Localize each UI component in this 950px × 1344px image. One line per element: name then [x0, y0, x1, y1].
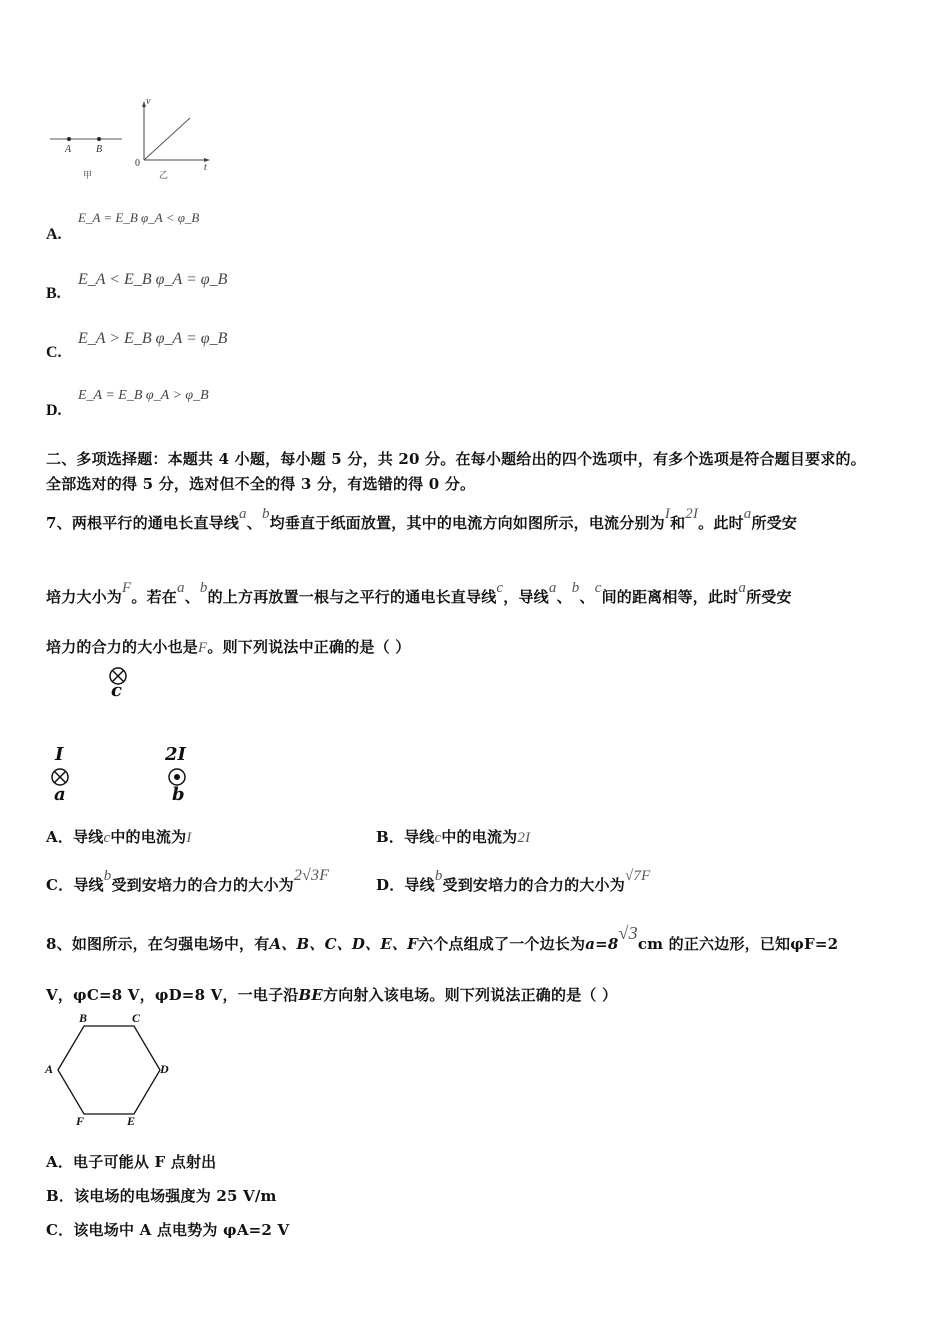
option-text: 导线 [404, 828, 435, 846]
symbol-c: c [434, 830, 442, 846]
vertex-b-label: B [79, 1011, 88, 1025]
q7-text: 。若在 [131, 588, 177, 606]
figure-jia-label: 甲 [83, 171, 93, 181]
symbol-c: c [496, 580, 504, 596]
symbol-f: F [198, 640, 208, 656]
q7-sep: 、 [579, 588, 595, 606]
option-text: 导线 [73, 828, 104, 846]
option-text: 中的电流为 [441, 828, 518, 846]
point-b-label: B [96, 144, 103, 155]
option-formula: E_A = E_B φ_A > φ_B [78, 388, 209, 403]
option-text: 中的电流为 [110, 828, 187, 846]
q7-text: 培力大小为 [46, 588, 123, 606]
option-value: 2I [517, 830, 531, 846]
vertex-c-label: C [132, 1011, 141, 1025]
q7-text: 的上方再放置一根与之平行的通电长直导线 [207, 588, 497, 606]
q8-line2 [46, 984, 617, 1005]
q7-option-c[interactable] [46, 867, 330, 895]
q7-text: 和 [670, 514, 686, 532]
q7-line1 [46, 506, 798, 533]
symbol-b: b [199, 580, 208, 596]
q8-sqrt: √3 [618, 923, 638, 943]
symbol-b: b [571, 580, 580, 596]
symbol-a: a [738, 580, 747, 596]
option-label: B． [46, 1187, 75, 1205]
q8-line1 [46, 923, 839, 954]
vt-line [144, 118, 190, 160]
q7-figure [40, 660, 210, 810]
q8-phi-cd: φC=8 V，φD=8 V， [73, 986, 238, 1004]
symbol-i: I [664, 506, 671, 522]
option-label: D. [46, 402, 62, 419]
option-formula: E_A < E_B φ_A = φ_B [78, 271, 228, 288]
q7-line2 [46, 580, 792, 607]
point-a-label: A [65, 144, 72, 155]
q7-text: 7、两根平行的通电长直导线 [46, 514, 240, 532]
option-formula: E_A = E_B φ_A < φ_B [78, 210, 200, 225]
q8-phi-f: φF=2 [790, 935, 839, 953]
wire-b-dot [174, 774, 180, 780]
option-text: 电子可能从 F 点射出 [73, 1153, 217, 1171]
option-formula: E_A > E_B φ_A = φ_B [78, 330, 228, 347]
wire-a-current: I [55, 744, 64, 765]
option-text: 导线 [404, 876, 435, 894]
vertex-e-label: E [127, 1114, 136, 1128]
q8-option-b[interactable] [46, 1185, 277, 1206]
q7-option-a[interactable] [46, 826, 192, 847]
section2-line2: 全部选对的得 5 分，选对但不全的得 3 分，有选错的得 0 分。 [46, 475, 476, 493]
q7-sep: 、 [184, 588, 200, 606]
wire-c-label: c [111, 680, 122, 701]
vertex-f-label: F [76, 1114, 85, 1128]
symbol-a: a [177, 580, 185, 596]
symbol-c: c [103, 830, 111, 846]
q6-figure-svg [40, 98, 220, 184]
q7-sep: 、 [246, 514, 262, 532]
option-value: 2√3F [293, 867, 330, 884]
wire-a-label: a [54, 784, 66, 805]
q7-option-d[interactable] [376, 868, 651, 895]
symbol-2i: 2I [685, 506, 699, 522]
symbol-c: c [594, 580, 602, 596]
q7-line3 [46, 636, 410, 657]
q6-option-d[interactable] [46, 388, 209, 420]
option-label: A． [46, 1153, 74, 1171]
q8-points: A、B、C、D、E、F [269, 935, 418, 953]
section2-line1: 二、多项选择题：本题共 4 小题，每小题 5 分，共 20 分。在每小题给出的四个选项中，有多个选项是符合题目要求的。 [46, 450, 866, 468]
figure-yi-label: 乙 [159, 171, 169, 181]
symbol-b: b [261, 506, 270, 522]
q7-text: ，导线 [503, 588, 549, 606]
q7-text: 。此时 [698, 514, 744, 532]
q8-text: 8、如图所示，在匀强电场中，有 [46, 935, 270, 953]
option-label: B. [46, 285, 61, 302]
q8-hexagon-figure [40, 1008, 180, 1134]
option-label: D． [376, 876, 405, 894]
q8-option-a[interactable] [46, 1151, 216, 1172]
option-text: 受到安培力的合力的大小为 [442, 876, 625, 894]
v-axis-label: v [146, 96, 151, 107]
q8-be: BE [298, 986, 323, 1004]
q8-text: 方向射入该电场。则下列说法正确的是（ ） [323, 986, 618, 1004]
q7-text: 均垂直于纸面放置，其中的电流方向如图所示，电流分别为 [269, 514, 665, 532]
option-label: B． [376, 828, 405, 846]
option-text: 该电场的电场强度为 25 V/m [74, 1187, 277, 1205]
option-label: C. [46, 344, 62, 361]
q8-text: cm 的正六边形，已知 [637, 935, 791, 953]
option-value: √7F [624, 868, 651, 884]
hexagon [58, 1026, 160, 1114]
option-label: A． [46, 828, 74, 846]
wire-b-current: 2I [165, 744, 186, 765]
symbol-a: a [743, 506, 752, 522]
q8-text: V， [46, 986, 74, 1004]
q6-figure [40, 98, 220, 184]
symbol-a: a [239, 506, 247, 522]
t-axis-label: t [204, 162, 207, 173]
q7-text: 培力的合力的大小也是 [46, 638, 199, 656]
q7-text: 间的距离相等，此时 [601, 588, 739, 606]
point-a-dot [67, 137, 71, 141]
symbol-b: b [103, 868, 112, 884]
option-label: C． [46, 876, 74, 894]
q6-option-b[interactable] [46, 271, 228, 303]
q8-text: 一电子沿 [237, 986, 299, 1004]
hexagon-svg [40, 1008, 180, 1134]
point-b-dot [97, 137, 101, 141]
q7-text: 所受安 [751, 514, 798, 532]
option-text: 该电场中 A 点电势为 φA=2 V [73, 1221, 290, 1239]
q8-option-c[interactable] [46, 1219, 289, 1240]
q6-option-a[interactable] [46, 210, 200, 244]
q7-option-b[interactable] [376, 826, 530, 847]
q7-text: 所受安 [746, 588, 792, 606]
q7-sep: 、 [556, 588, 572, 606]
q7-text: 。则下列说法中正确的是（ ） [207, 638, 411, 656]
option-label: A. [46, 226, 62, 243]
symbol-f: F [122, 580, 132, 596]
option-text: 导线 [73, 876, 104, 894]
q6-option-c[interactable] [46, 330, 228, 362]
symbol-b: b [434, 868, 443, 884]
symbol-a: a [548, 580, 557, 596]
q8-text: 六个点组成了一个边长为 [418, 935, 586, 953]
vertex-a-label: A [45, 1062, 54, 1076]
option-label: C． [46, 1221, 74, 1239]
vertex-d-label: D [160, 1062, 169, 1076]
q8-a-eq: a=8 [585, 935, 619, 953]
wire-b-label: b [172, 784, 185, 805]
option-value: I [186, 830, 192, 846]
origin-label: 0 [135, 158, 140, 169]
option-text: 受到安培力的合力的大小为 [111, 876, 294, 894]
